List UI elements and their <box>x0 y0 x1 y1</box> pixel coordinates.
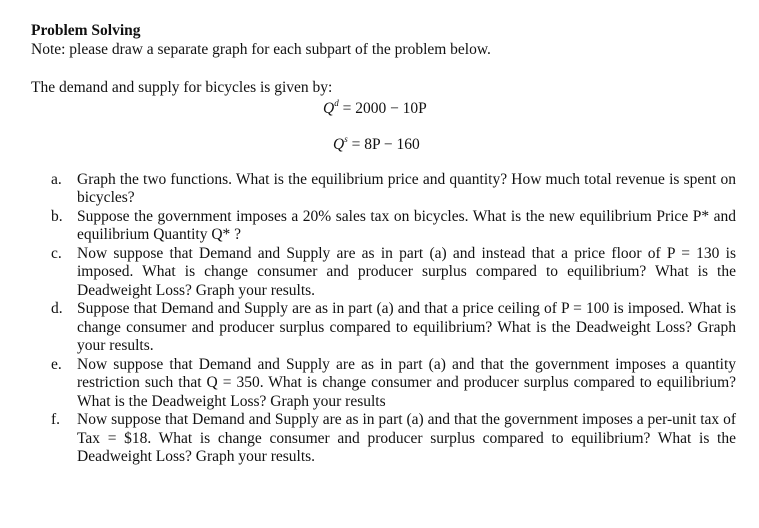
supply-equation-superscript: s <box>344 134 348 144</box>
part-letter: a. <box>51 170 62 188</box>
part-letter: e. <box>51 355 62 373</box>
document-page <box>31 22 736 467</box>
document-title: Problem Solving <box>31 22 141 39</box>
part-letter: c. <box>51 244 62 262</box>
problem-part-f <box>51 411 736 467</box>
problem-part-c <box>51 245 736 301</box>
demand-equation <box>323 97 736 119</box>
demand-equation-superscript: d <box>334 97 339 108</box>
supply-equation-lhs: Q <box>333 136 345 153</box>
demand-equation-rhs: = 2000 − 10P <box>338 99 427 117</box>
part-text: Now suppose that Demand and Supply are as in part (a) and that the government imposes a quantity restriction such that Q = 350. What is change consumer and producer surplus compared to equilibrium? What is the Deadweight Loss? Graph your results <box>77 355 736 410</box>
problem-part-b <box>51 208 736 245</box>
problem-parts-list <box>51 171 736 467</box>
part-letter: b. <box>51 207 63 225</box>
supply-equation <box>333 136 736 155</box>
part-text: Now suppose that Demand and Supply are as in part (a) and instead that a price floor of P = 130 is imposed. What is change consumer and producer surplus compared to equilibrium? What is the Deadweight Loss? Graph your results. <box>77 244 736 299</box>
document-note: Note: please draw a separate graph for each subpart of the problem below. <box>31 40 491 58</box>
problem-part-d <box>51 300 736 356</box>
problem-part-a <box>51 171 736 208</box>
part-text: Suppose the government imposes a 20% sales tax on bicycles. What is the new equilibrium Price P* and equilibrium Quantity Q* ? <box>77 207 736 243</box>
part-letter: f. <box>51 411 61 428</box>
part-text: Graph the two functions. What is the equilibrium price and quantity? How much total revenue is spent on bicycles? <box>77 170 736 206</box>
part-text: Now suppose that Demand and Supply are as in part (a) and that the government imposes a per-unit tax of Tax = $18. What is change consumer and producer surplus compared to equilibrium? What is the Deadweight Loss? Graph your results. <box>77 411 736 465</box>
problem-part-e <box>51 356 736 412</box>
demand-equation-lhs: Q <box>323 99 335 117</box>
part-text: Suppose that Demand and Supply are as in part (a) and that a price ceiling of P = 100 is imposed. What is change consumer and producer surplus compared to equilibrium? What is the Deadweight Loss? Graph your results. <box>77 300 736 354</box>
supply-equation-rhs: = 8P − 160 <box>347 136 420 153</box>
part-letter: d. <box>51 300 63 317</box>
intro-text: The demand and supply for bicycles is given by: <box>31 79 333 96</box>
